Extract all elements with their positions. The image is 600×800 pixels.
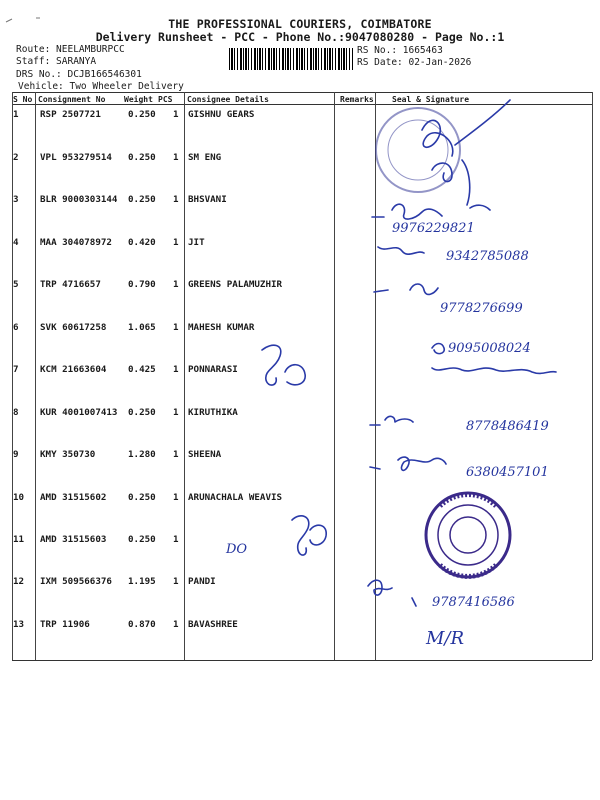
row-weight: 0.250 (128, 492, 156, 503)
row-consignment: TRP 11906 (40, 619, 90, 630)
row-sno: 13 (13, 619, 25, 630)
row-consignment: KUR 4001007413 (40, 407, 118, 418)
row-weight: 0.250 (128, 194, 156, 205)
company-seal-stamp (426, 493, 510, 577)
handwritten-mark: M/R (426, 628, 465, 649)
row-consignment: SVK 60617258 (40, 322, 107, 333)
signature-scribble (374, 284, 438, 294)
runsheet-title: Delivery Runsheet - PCC - Phone No.:9047080280 - Page No.:1 (95, 30, 505, 44)
handwritten-phone: 9976229821 (392, 221, 475, 236)
row-weight: 0.870 (128, 619, 156, 630)
row-sno: 6 (13, 322, 19, 333)
row-consignment: MAA 304078972 (40, 237, 112, 248)
row-sno: 4 (13, 237, 19, 248)
company-seal-stamp (376, 108, 460, 192)
handwritten-phone: 9342785088 (446, 249, 529, 264)
signature-scribble (432, 344, 444, 354)
row-weight: 1.065 (128, 322, 156, 333)
row-pcs: 1 (173, 619, 179, 630)
handwritten-mark: DO (226, 542, 248, 557)
col-sno: S No (13, 95, 33, 104)
row-sno: 10 (13, 492, 25, 503)
row-consignee: MAHESH KUMAR (188, 322, 255, 333)
company-name: THE PROFESSIONAL COURIERS, COIMBATORE (168, 17, 432, 31)
row-pcs: 1 (173, 322, 179, 333)
row-weight: 1.195 (128, 576, 156, 587)
row-sno: 5 (13, 279, 19, 290)
drs-number: DRS No.: DCJB166546301 (16, 69, 142, 80)
row-pcs: 1 (173, 534, 179, 545)
col-weight: Weight (124, 95, 153, 104)
row-consignee: BAVASHREE (188, 619, 238, 630)
handwritten-phone: 6380457101 (466, 465, 549, 480)
row-consignee: PONNARASI (188, 364, 238, 375)
row-weight: 0.250 (128, 407, 156, 418)
row-consignment: AMD 31515602 (40, 492, 107, 503)
row-sno: 3 (13, 194, 19, 205)
row-consignee: SHEENA (188, 449, 222, 460)
row-pcs: 1 (173, 194, 179, 205)
row-pcs: 1 (173, 152, 179, 163)
handwritten-phone: 9095008024 (448, 341, 531, 356)
row-pcs: 1 (173, 109, 179, 120)
rs-date: RS Date: 02-Jan-2026 (357, 57, 472, 68)
signature-scribble (370, 416, 413, 425)
row-pcs: 1 (173, 279, 179, 290)
row-weight: 0.250 (128, 534, 156, 545)
row-pcs: 1 (173, 449, 179, 460)
row-consignment: TRP 4716657 (40, 279, 101, 290)
handwritten-phone: 9778276699 (440, 301, 523, 316)
row-consignee: ARUNACHALA WEAVIS (188, 492, 283, 503)
row-pcs: 1 (173, 492, 179, 503)
row-consignee: SM ENG (188, 152, 222, 163)
row-consignment: BLR 9000303144 (40, 194, 118, 205)
signature-scribble (292, 516, 326, 555)
row-consignment: AMD 31515603 (40, 534, 107, 545)
col-seal-signature: Seal & Signature (392, 95, 470, 104)
row-consignment: IXM 509566376 (40, 576, 112, 587)
signature-scribble (432, 368, 556, 373)
row-weight: 1.280 (128, 449, 156, 460)
signature-scribble (262, 345, 305, 385)
row-sno: 12 (13, 576, 25, 587)
row-sno: 2 (13, 152, 19, 163)
col-pcs: PCS (158, 95, 173, 104)
col-consignee: Consignee Details (187, 95, 269, 104)
signature-scribble (372, 204, 490, 219)
row-weight: 0.790 (128, 279, 156, 290)
row-sno: 1 (13, 109, 19, 120)
row-consignee: BHSVANI (188, 194, 227, 205)
row-consignee: GISHNU GEARS (188, 109, 255, 120)
row-weight: 0.250 (128, 152, 156, 163)
row-sno: 8 (13, 407, 19, 418)
row-consignee: JIT (188, 237, 205, 248)
row-pcs: 1 (173, 576, 179, 587)
row-consignment: VPL 953279514 (40, 152, 112, 163)
signature-scribble (370, 457, 446, 470)
handwritten-phone: 8778486419 (466, 419, 549, 434)
row-pcs: 1 (173, 237, 179, 248)
row-pcs: 1 (173, 364, 179, 375)
row-consignee: PANDI (188, 576, 216, 587)
row-weight: 0.425 (128, 364, 156, 375)
vehicle-label: Vehicle: Two Wheeler Delivery (18, 81, 184, 92)
signature-scribble (378, 247, 424, 254)
rs-number: RS No.: 1665463 (357, 45, 443, 56)
handwritten-phone: 9787416586 (432, 595, 515, 610)
row-sno: 7 (13, 364, 19, 375)
row-consignment: KCM 21663604 (40, 364, 107, 375)
staff-label: Staff: SARANYA (16, 56, 97, 67)
row-consignment: RSP 2507721 (40, 109, 101, 120)
row-weight: 0.250 (128, 109, 156, 120)
signature-scribble (368, 580, 416, 606)
route-label: Route: NEELAMBURPCC (16, 44, 125, 55)
scan-mark (6, 18, 40, 22)
row-consignee: KIRUTHIKA (188, 407, 238, 418)
row-sno: 11 (13, 534, 25, 545)
col-remarks: Remarks (340, 95, 374, 104)
row-consignment: KMY 350730 (40, 449, 96, 460)
row-pcs: 1 (173, 407, 179, 418)
row-sno: 9 (13, 449, 19, 460)
col-consignment: Consignment No (38, 95, 106, 104)
row-weight: 0.420 (128, 237, 156, 248)
row-consignee: GREENS PALAMUZHIR (188, 279, 283, 290)
